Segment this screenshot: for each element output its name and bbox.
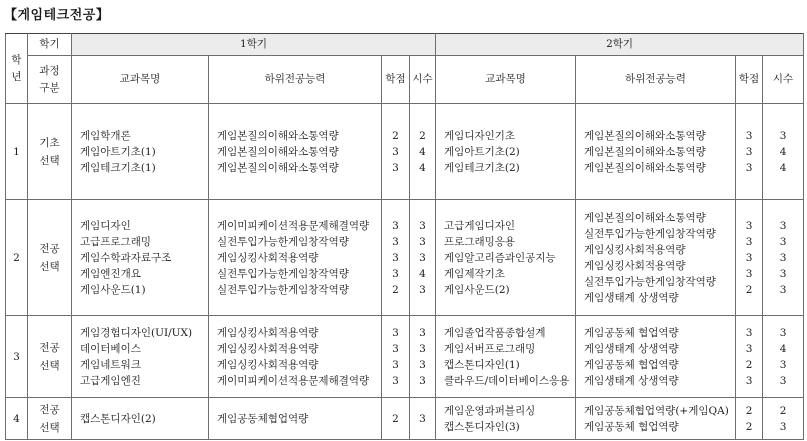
competency-cell: [209, 398, 382, 440]
credit-cell-line: 2: [745, 283, 753, 296]
subject-cell-line: 고급게임엔진: [80, 374, 141, 387]
credit-cell-line: 2: [392, 129, 399, 142]
hours-cell-line: 2: [419, 129, 426, 142]
competency-cell-line: 게임공동체 협업역량: [584, 326, 679, 339]
competency-cell-line: 게임생태계 상생역량: [584, 374, 679, 387]
subject-cell-line: 게임사운드(2): [444, 283, 510, 296]
subject-cell: [72, 200, 209, 316]
competency-cell-line: 게임본질의이해와소통역량: [584, 211, 706, 224]
hours-cell: [763, 316, 804, 398]
credit-cell-line: 3: [745, 267, 753, 280]
category-cell-line: 기초: [39, 136, 60, 149]
credit-cell: [382, 398, 410, 440]
hours-cell-line: 4: [779, 161, 787, 174]
credit-cell-line: 3: [745, 251, 753, 264]
category-cell-line: 선택: [39, 154, 60, 167]
subject-cell-line: 게임테크기초(1): [80, 161, 156, 174]
year-cell: 2: [6, 200, 28, 316]
subject-cell: [436, 398, 576, 440]
competency-cell: [209, 200, 382, 316]
hours-cell-line: 3: [779, 420, 787, 433]
subject-cell-line: 게임알고리즘과인공지능: [444, 251, 556, 264]
credit-cell-line: 3: [745, 374, 753, 387]
competency-cell-line: 게임싱킹사회적용역량: [217, 251, 319, 264]
credit-cell-line: 3: [392, 219, 399, 232]
subject-cell: [72, 104, 209, 200]
category-cell: [28, 316, 72, 398]
subject-cell-line: 게임디자인: [80, 219, 131, 232]
credit-cell-line: 3: [745, 145, 753, 158]
section-title: 【게임테크전공】: [4, 8, 110, 23]
table-row: [6, 316, 804, 398]
subject-cell: [436, 200, 576, 316]
year-header: 학 년: [6, 34, 28, 104]
credit-cell-line: 3: [745, 235, 753, 248]
subject-cell: [72, 316, 209, 398]
hours-cell-line: 3: [419, 374, 426, 387]
hours-cell-line: 3: [779, 129, 787, 142]
hours-cell: [763, 398, 804, 440]
subject-cell: [72, 398, 209, 440]
subject-cell-line: 캡스톤디자인(3): [444, 420, 520, 433]
credit-cell-line: 3: [392, 374, 399, 387]
hours-cell-line: 3: [419, 251, 426, 264]
credit-cell-line: 3: [745, 129, 753, 142]
credit-cell: [382, 104, 410, 200]
credit-cell-line: 3: [392, 145, 399, 158]
table-row: [6, 104, 804, 200]
subject-cell-line: 게임테크기초(2): [444, 161, 520, 174]
subject-header-sem1: 교과목명: [72, 56, 209, 104]
category-cell-line: 선택: [39, 359, 60, 372]
subject-cell-line: 게임서버프로그래밍: [444, 342, 536, 355]
subject-cell-line: 캡스톤디자인(1): [444, 358, 520, 371]
competency-cell-line: 게임공동체협업역량: [217, 412, 309, 425]
hours-cell: [763, 200, 804, 316]
hours-cell-line: 3: [779, 374, 787, 387]
competency-header-sem2: 하위전공능력: [576, 56, 736, 104]
subject-cell-line: 게임아트기초(1): [80, 145, 156, 158]
competency-cell-line: 게임본질의이해와소통역량: [584, 129, 706, 142]
curriculum-table: [5, 33, 804, 440]
category-cell-line: 전공: [39, 341, 60, 354]
credit-cell: [736, 200, 763, 316]
year-cell: 4: [6, 398, 28, 440]
subject-cell-line: 게임디자인기초: [444, 129, 516, 142]
competency-cell-line: 게임싱킹사회적용역량: [584, 243, 686, 256]
credit-cell-line: 3: [392, 267, 399, 280]
credit-cell: [736, 398, 763, 440]
competency-cell-line: 게임싱킹사회적용역량: [584, 259, 686, 272]
subject-cell-line: 게임학개론: [80, 129, 131, 142]
subject-cell-line: 게임제작기초: [444, 267, 505, 280]
competency-cell-line: 실전투입가능한게임창작역량: [584, 275, 716, 288]
table-row: [6, 200, 804, 316]
competency-cell-line: 게임싱킹사회적용역량: [217, 358, 319, 371]
competency-cell-line: 게이미피케이션적용문제해결역량: [217, 374, 370, 387]
competency-cell-line: 실전투입가능한게임창작역량: [217, 283, 349, 296]
year-cell: 3: [6, 316, 28, 398]
year-cell: 1: [6, 104, 28, 200]
hours-cell-line: 4: [779, 342, 787, 355]
category-cell-line: 전공: [39, 403, 60, 416]
hours-header-sem1: 시수: [410, 56, 436, 104]
competency-cell-line: 게임공동체 협업역량: [584, 420, 679, 433]
credit-header-sem2: 학점: [736, 56, 763, 104]
subject-cell-line: 게임네트워크: [80, 358, 141, 371]
credit-cell-line: 3: [392, 251, 399, 264]
category-cell-line: 선택: [39, 421, 60, 434]
hours-cell-line: 3: [779, 235, 787, 248]
credit-cell: [382, 316, 410, 398]
hours-cell-line: 3: [419, 342, 426, 355]
credit-cell: [382, 200, 410, 316]
credit-cell-line: 2: [392, 283, 399, 296]
subject-cell-line: 게임수학과자료구조: [80, 251, 172, 264]
hours-cell-line: 3: [419, 326, 426, 339]
credit-cell-line: 3: [392, 161, 399, 174]
credit-cell-line: 2: [745, 420, 753, 433]
credit-cell-line: 3: [392, 235, 399, 248]
competency-cell-line: 게임본질의이해와소통역량: [217, 145, 339, 158]
hours-cell-line: 3: [419, 283, 426, 296]
hours-header-sem2: 시수: [763, 56, 804, 104]
hours-cell: [410, 398, 436, 440]
competency-cell-line: 게임본질의이해와소통역량: [584, 145, 706, 158]
subject-cell-line: 게임졸업작품종합설계: [444, 326, 546, 339]
subject-cell-line: 게임경험디자인(UI/UX): [80, 326, 193, 339]
hours-cell-line: 3: [779, 358, 787, 371]
table-row: [6, 398, 804, 440]
competency-cell-line: 게임공동체협업역량(+게임QA): [584, 404, 729, 417]
competency-cell: [576, 398, 736, 440]
subject-cell-line: 게임엔진개요: [80, 267, 141, 280]
competency-cell-line: 게임본질의이해와소통역량: [584, 161, 706, 174]
hours-cell-line: 4: [419, 161, 426, 174]
semester-2-header: 2학기: [436, 34, 804, 56]
credit-cell-line: 3: [745, 342, 753, 355]
competency-cell-line: 게임싱킹사회적용역량: [217, 342, 319, 355]
hours-cell-line: 3: [779, 283, 787, 296]
credit-cell-line: 3: [392, 358, 399, 371]
category-header: 과정 구분: [28, 56, 72, 104]
hours-cell-line: 2: [779, 404, 787, 417]
competency-cell-line: 게임공동체 협업역량: [584, 358, 679, 371]
credit-cell-line: 3: [745, 326, 753, 339]
credit-cell-line: 3: [392, 326, 399, 339]
category-cell: [28, 398, 72, 440]
hours-cell-line: 3: [419, 412, 426, 425]
semester-header: 학기: [28, 34, 72, 56]
credit-cell: [736, 316, 763, 398]
hours-cell-line: 3: [779, 219, 787, 232]
hours-cell-line: 3: [419, 358, 426, 371]
category-cell-line: 선택: [39, 260, 60, 273]
subject-cell-line: 게임사운드(1): [80, 283, 146, 296]
competency-cell: [209, 316, 382, 398]
hours-cell-line: 3: [779, 267, 787, 280]
competency-header-sem1: 하위전공능력: [209, 56, 382, 104]
credit-cell-line: 3: [392, 342, 399, 355]
subject-cell-line: 데이터베이스: [80, 342, 141, 355]
competency-cell-line: 게임본질의이해와소통역량: [217, 161, 339, 174]
semester-1-header: 1학기: [72, 34, 436, 56]
subject-cell-line: 고급게임디자인: [444, 219, 516, 232]
credit-cell-line: 2: [392, 412, 399, 425]
subject-cell-line: 클라우드/데이터베이스응용: [444, 374, 570, 387]
hours-cell: [410, 104, 436, 200]
subject-cell-line: 게임운영과퍼블리싱: [444, 404, 536, 417]
hours-cell-line: 3: [419, 219, 426, 232]
hours-cell-line: 3: [779, 251, 787, 264]
hours-cell: [410, 200, 436, 316]
competency-cell: [576, 104, 736, 200]
hours-cell-line: 3: [419, 235, 426, 248]
competency-cell: [576, 316, 736, 398]
subject-cell-line: 프로그래밍응용: [444, 235, 516, 248]
category-cell-line: 전공: [39, 242, 60, 255]
credit-header-sem1: 학점: [382, 56, 410, 104]
competency-cell-line: 게임본질의이해와소통역량: [217, 129, 339, 142]
competency-cell: [576, 200, 736, 316]
subject-header-sem2: 교과목명: [436, 56, 576, 104]
credit-cell-line: 3: [745, 219, 753, 232]
competency-cell-line: 게임생태계 상생역량: [584, 291, 679, 304]
category-cell: [28, 200, 72, 316]
credit-cell-line: 2: [745, 404, 753, 417]
hours-cell: [763, 104, 804, 200]
category-cell: [28, 104, 72, 200]
competency-cell: [209, 104, 382, 200]
subject-cell-line: 캡스톤디자인(2): [80, 412, 156, 425]
hours-cell-line: 4: [779, 145, 787, 158]
competency-cell-line: 게이미피케이션적용문제해결역량: [217, 219, 370, 232]
credit-cell-line: 2: [745, 358, 753, 371]
subject-cell: [436, 316, 576, 398]
competency-cell-line: 실전투입가능한게임창작역량: [584, 227, 716, 240]
hours-cell: [410, 316, 436, 398]
competency-cell-line: 실전투입가능한게임창작역량: [217, 235, 349, 248]
subject-cell-line: 고급프로그래밍: [80, 235, 152, 248]
subject-cell-line: 게임아트기초(2): [444, 145, 520, 158]
hours-cell-line: 3: [779, 326, 787, 339]
credit-cell-line: 3: [745, 161, 753, 174]
hours-cell-line: 4: [419, 267, 426, 280]
competency-cell-line: 게임싱킹사회적용역량: [217, 326, 319, 339]
hours-cell-line: 4: [419, 145, 426, 158]
competency-cell-line: 게임생태계 상생역량: [584, 342, 679, 355]
credit-cell: [736, 104, 763, 200]
subject-cell: [436, 104, 576, 200]
competency-cell-line: 실전투입가능한게임창작역량: [217, 267, 349, 280]
